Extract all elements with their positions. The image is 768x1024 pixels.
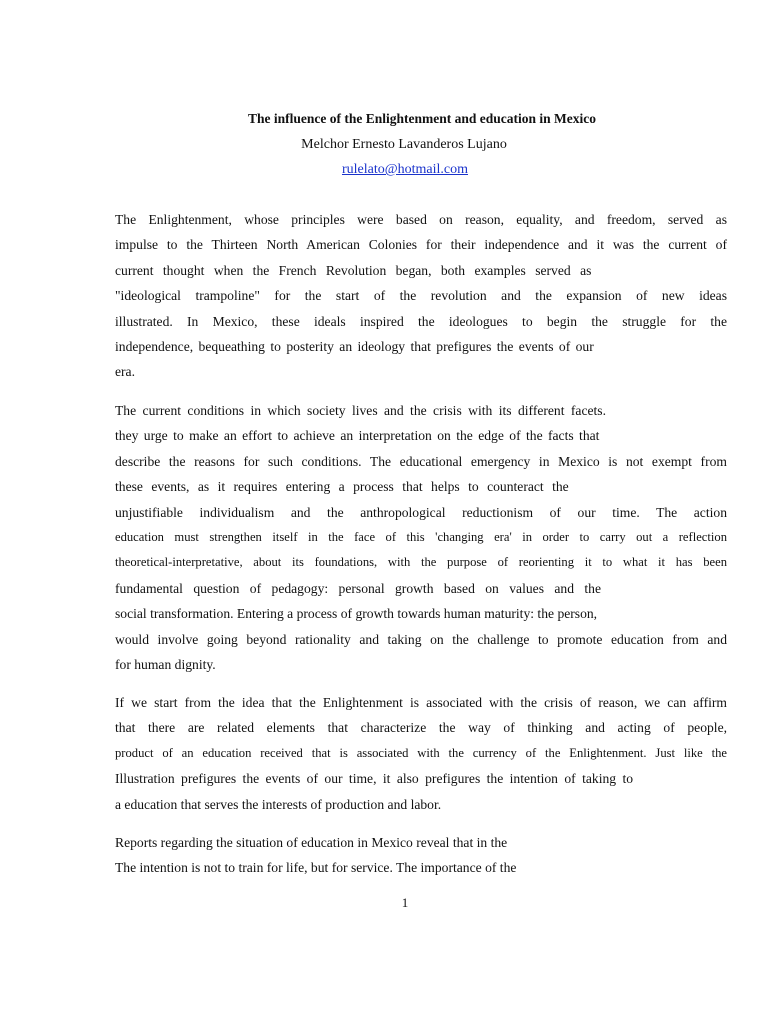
text-line: they urge to make an effort to achieve an interpretation on the edge of the facts that [115,428,600,444]
text-line: theoretical-interpretative, about its foundations, with the purpose of reorienting it to what it has been [115,555,727,570]
page-number: 1 [401,895,409,910]
text-line: social transformation. Entering a process of growth towards human maturity: the person, [115,606,598,622]
text-line: unjustifiable individualism and the anthropological reductionism of our time. The action [115,504,727,520]
text-line: product of an education received that is associated with the currency of the Enlightenment. Just like the [115,745,727,760]
text-line: The Enlightenment, whose principles were based on reason, equality, and freedom, served as [115,212,727,227]
text-line: describe the reasons for such conditions. The educational emergency in Mexico is not exempt from [115,453,727,469]
text-line: The current conditions in which society lives and the crisis with its different facets. [115,403,606,418]
text-line: current thought when the French Revolution began, both examples served as [115,262,592,278]
text-line: "ideological trampoline" for the start of the revolution and the expansion of new ideas [115,288,727,304]
text-line: education must strengthen itself in the face of this 'changing era' in order to carry out a reflection [115,529,727,544]
text-line: If we start from the idea that the Enlightenment is associated with the crisis of reason, we can affirm [115,695,727,710]
author-name: Melchor Ernesto Lavanderos Lujano [301,137,507,152]
text-line: illustrated. In Mexico, these ideals inspired the ideologues to begin the struggle for the [115,313,727,329]
document-title: The influence of the Enlightenment and education in Mexico [247,111,596,126]
text-line: these events, as it requires entering a process that helps to counteract the [115,479,569,495]
paragraph-3 [115,690,727,817]
text-line: The intention is not to train for life, but for service. The importance of the [115,860,517,876]
text-line: Reports regarding the situation of education in Mexico reveal that in the [115,835,508,850]
text-line: that there are related elements that characterize the way of thinking and acting of people, [115,720,727,736]
text-line: Illustration prefigures the events of our time, it also prefigures the intention of taking to [115,771,634,787]
text-line: for human dignity. [115,656,216,672]
author-email [0,161,768,179]
email-link[interactable]: rulelato@hotmail.com [341,162,469,177]
paragraph-2 [115,398,727,677]
text-line: era. [115,364,135,380]
text-line: independence, bequeathing to posterity an ideology that prefigures the events of our [115,338,594,354]
paragraph-4 [115,830,727,881]
text-line: would involve going beyond rationality and taking on the challenge to promote education from and [115,631,727,647]
text-line: fundamental question of pedagogy: personal growth based on values and the [115,580,602,596]
text-line: impulse to the Thirteen North American Colonies for their independence and it was the current of [115,237,727,253]
paragraph-1 [115,207,727,385]
text-line: a education that serves the interests of production and labor. [115,796,442,812]
